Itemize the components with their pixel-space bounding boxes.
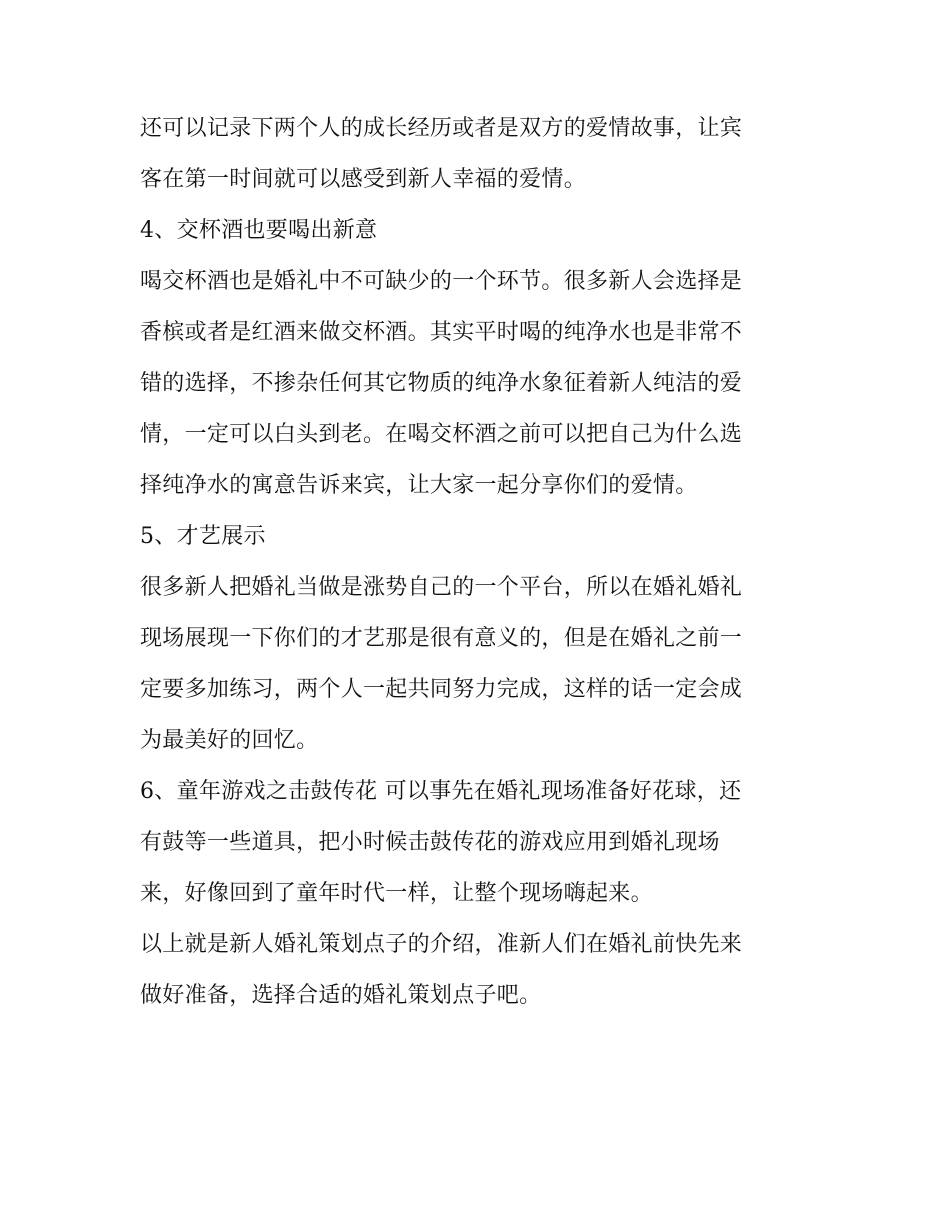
paragraph-line: 客在第一时间就可以感受到新人幸福的爱情。 [140,167,587,192]
section-heading: 4、交杯酒也要喝出新意 [140,218,378,243]
section-heading: 5、才艺展示 [140,524,266,549]
paragraph-line: 择纯净水的寓意告诉来宾，让大家一起分享你们的爱情。 [140,473,698,498]
paragraph-line: 现场展现一下你们的才艺那是很有意义的，但是在婚礼之前一 [140,626,743,651]
paragraph-line: 情，一定可以白头到老。在喝交杯酒之前可以把自己为什么选 [140,422,743,447]
document-body [140,103,820,1021]
paragraph-line: 为最美好的回忆。 [140,728,319,753]
paragraph-line: 来，好像回到了童年时代一样，让整个现场嗨起来。 [140,881,653,906]
paragraph-line: 以上就是新人婚礼策划点子的介绍，准新人们在婚礼前快先来 [140,932,743,957]
paragraph-line: 做好准备，选择合适的婚礼策划点子吧。 [140,983,542,1008]
paragraph-line: 有鼓等一些道具，把小时候击鼓传花的游戏应用到婚礼现场 [140,830,720,855]
paragraph-line: 定要多加练习，两个人一起共同努力完成，这样的话一定会成 [140,677,743,702]
section-heading: 6、童年游戏之击鼓传花 可以事先在婚礼现场准备好花球，还 [140,779,742,804]
paragraph-line: 错的选择，不掺杂任何其它物质的纯净水象征着新人纯洁的爱 [140,371,743,396]
paragraph-line: 香槟或者是红酒来做交杯酒。其实平时喝的纯净水也是非常不 [140,320,743,345]
paragraph-line: 很多新人把婚礼当做是涨势自己的一个平台，所以在婚礼婚礼 [140,575,743,600]
paragraph-line: 喝交杯酒也是婚礼中不可缺少的一个环节。很多新人会选择是 [140,269,743,294]
paragraph-line: 还可以记录下两个人的成长经历或者是双方的爱情故事，让宾 [140,116,743,141]
